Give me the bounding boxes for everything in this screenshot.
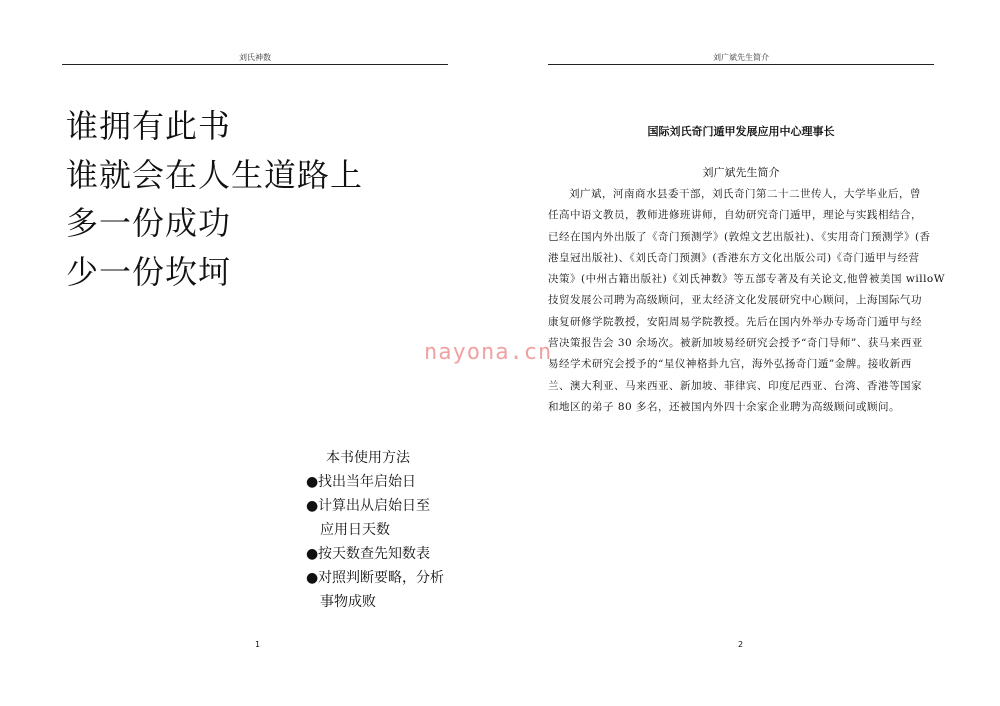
slogan-line: 谁就会在人生道路上 [66,155,364,194]
usage-title: 本书使用方法 [326,450,410,466]
usage-item-text: 计算出从启始日至 [318,498,430,514]
slogan-line: 多一份成功 [66,204,232,242]
slogan-block [66,102,363,296]
bio-heading: 国际刘氏奇门遁甲发展应用中心理事长 [647,125,835,138]
bio-line: 任高中语文教员，教师进修班讲师，自幼研究奇门遁甲，理论与实践相结合， [548,209,922,222]
usage-item [306,542,486,566]
bullet-icon: ● [306,570,319,586]
usage-instructions [306,446,486,614]
bio-line: 决策》(中州古籍出版社)《刘氏神数》等五部专著及有关论文,他曾被美国 willoW [548,273,946,286]
bio-line: 康复研修学院教授，安阳周易学院教授。先后在国内外举办专场奇门遁甲与经 [548,315,922,328]
bio-line: 营决策报告会 30 余场次。被新加坡易经研究会授予“奇门导师”、获马来西亚 [548,337,923,350]
usage-item [306,566,486,614]
usage-item-continuation: 应用日天数 [320,522,390,538]
usage-item-text: 找出当年启始日 [318,474,416,490]
bio-line: 易经学术研究会授予的“星仪神格卦九宫，海外弘扬奇门遁”金牌。接收新西 [548,358,912,371]
usage-item [306,494,486,542]
slogan-line: 少一份坎坷 [66,252,232,291]
page-number: 1 [255,640,261,649]
usage-item-text: 按天数查先知数表 [318,546,430,562]
slogan-line: 谁拥有此书 [66,107,232,145]
bullet-icon: ● [306,474,319,490]
usage-item-continuation: 事物成败 [320,594,376,610]
bio-line: 港皇冠出版社)、《刘氏奇门预测》(香港东方文化出版公司)《奇门遁甲与经营 [548,251,920,264]
left-running-head: 刘氏神数 [239,53,271,62]
bio-line: 技贸发展公司聘为高级顾问，亚太经济文化发展研究中心顾问，上海国际气功 [548,294,922,307]
right-page [500,0,1000,706]
bio-line: 兰、澳大利亚、马来西亚、新加坡、菲律宾、印度尼西亚、台湾、香港等国家 [548,379,922,392]
usage-item [306,470,486,494]
right-header-rule [548,64,934,65]
bio-line: 和地区的弟子 80 多名，还被国内外四十余家企业聘为高级顾问或顾问。 [548,400,901,413]
bio-body [548,184,946,418]
watermark: nayona.cn [424,340,553,365]
bullet-icon: ● [306,498,319,514]
page-number: 2 [738,640,744,649]
bullet-icon: ● [306,546,319,562]
left-header-rule [62,64,448,65]
usage-item-text: 对照判断要略，分析 [318,570,444,586]
bio-subtitle: 刘广斌先生简介 [702,166,780,179]
bio-line: 已经在国内外出版了《奇门预测学》(敦煌文艺出版社)、《实用奇门预测学》(香 [548,230,931,243]
bio-line: 刘广斌，河南商水县委干部，刘氏奇门第二十二世传人，大学毕业后，曾 [569,188,921,200]
right-running-head: 刘广斌先生简介 [713,53,769,62]
